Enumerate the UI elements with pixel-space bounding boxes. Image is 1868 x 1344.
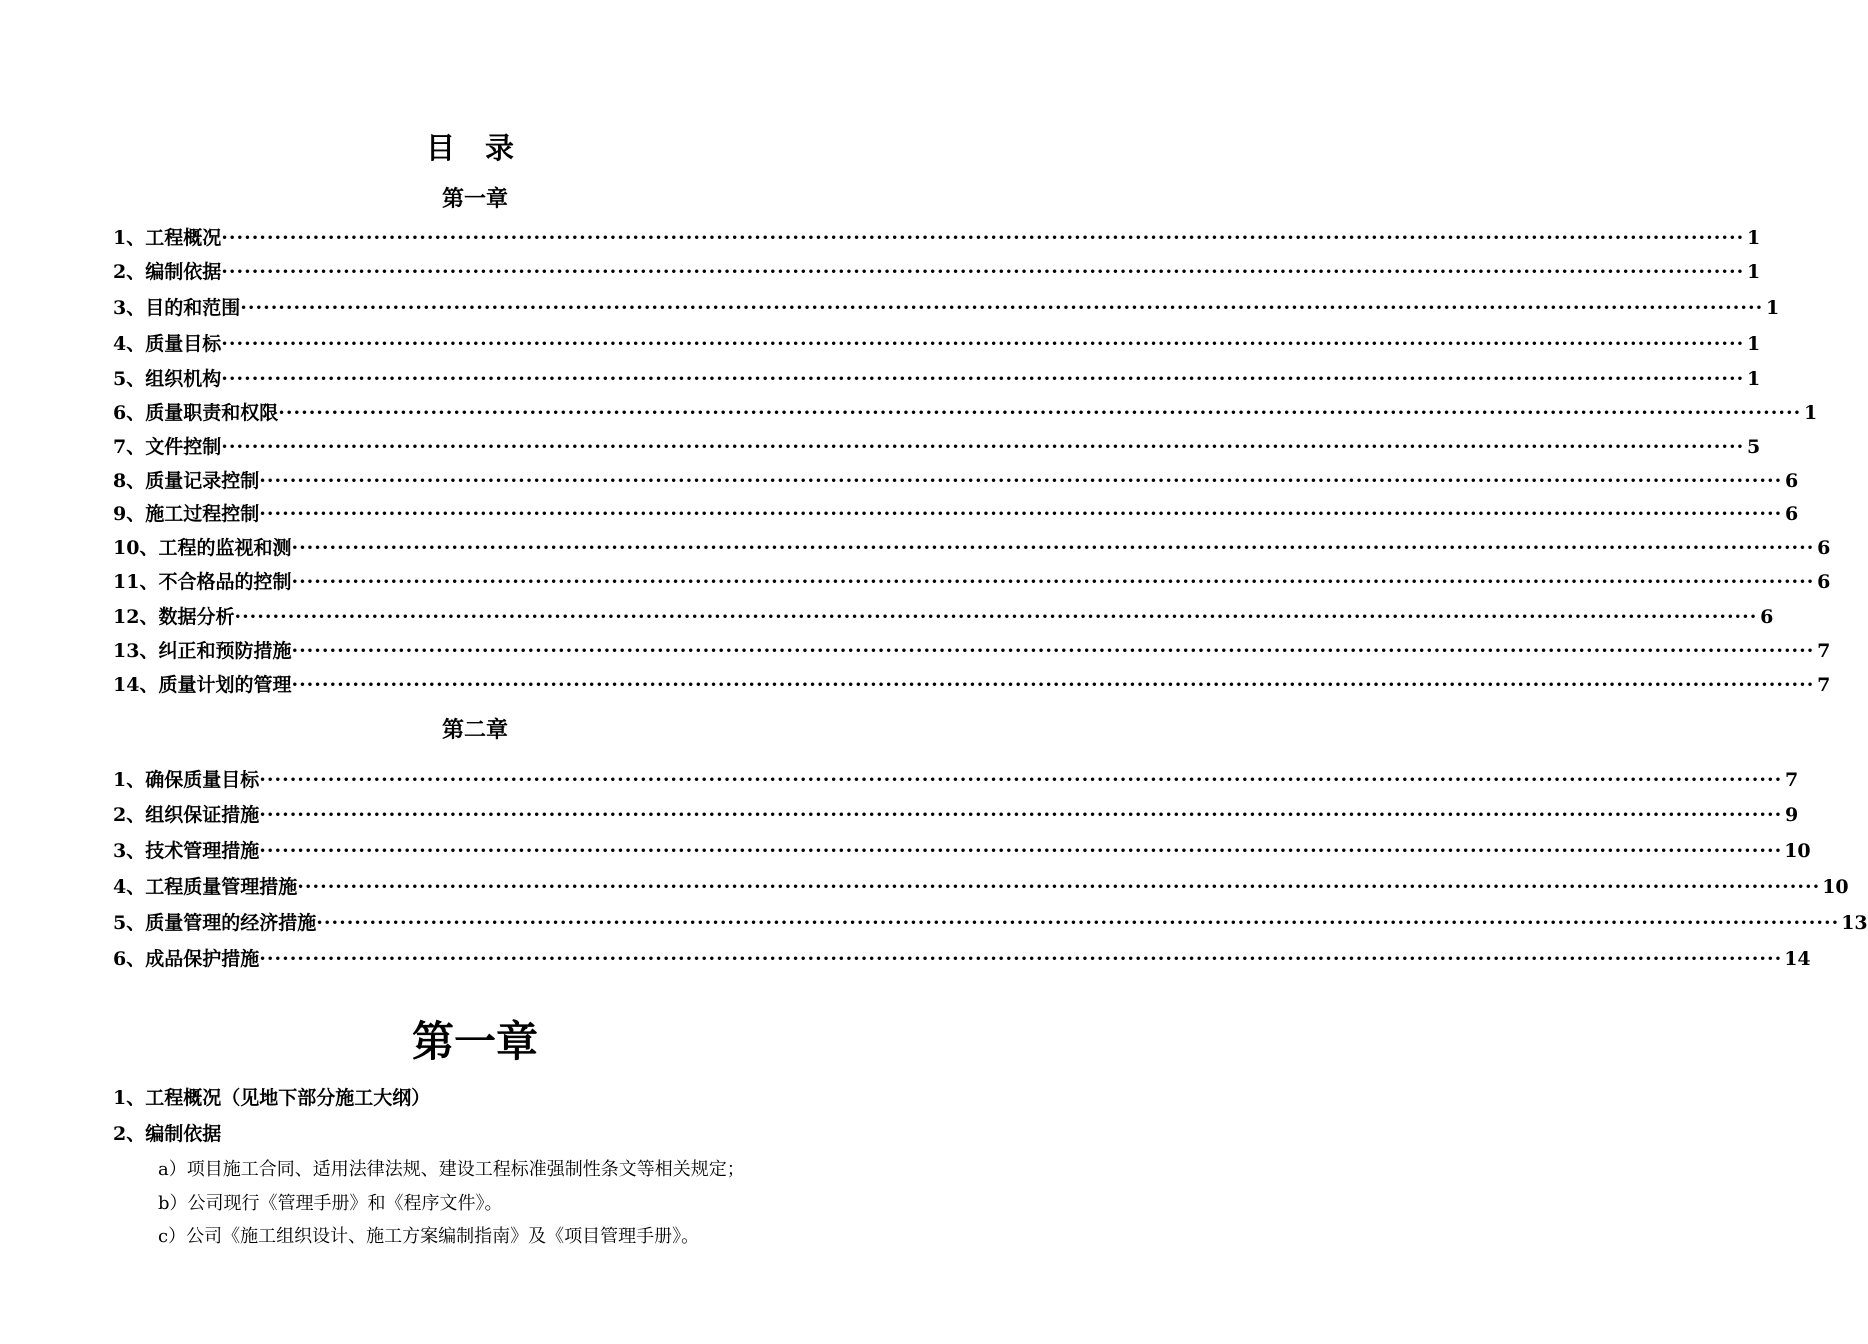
toc-entry-page: 1 [1746, 333, 1761, 355]
toc-leader-dots: ········································································································································································································ [259, 840, 1783, 862]
toc-entry-page: 7 [1784, 769, 1799, 791]
toc-leader-dots: ········································································································································································································ [259, 948, 1783, 970]
toc-entry[interactable] [113, 944, 1811, 980]
body-list-item: a）项目施工合同、适用法律法规、建设工程标准强制性条文等相关规定； [158, 1159, 745, 1180]
toc-entry[interactable] [113, 223, 1761, 257]
toc-entry-page: 6 [1784, 503, 1799, 525]
toc-entry[interactable] [113, 432, 1761, 466]
body-list-item: b）公司现行《管理手册》和《程序文件》。 [158, 1193, 503, 1214]
toc-entry[interactable] [113, 533, 1831, 567]
toc-entry[interactable] [113, 908, 1868, 944]
toc-entry-label: 13、纠正和预防措施 [113, 640, 292, 662]
toc-entry-label: 7、文件控制 [113, 436, 222, 458]
toc-entry-page: 9 [1784, 804, 1799, 826]
toc-entry[interactable] [113, 636, 1831, 670]
toc-leader-dots: ········································································································································································································ [221, 261, 1745, 283]
toc-entry-label: 2、编制依据 [113, 261, 222, 283]
toc-entry-label: 1、工程概况 [113, 227, 222, 249]
toc-entry-page: 14 [1784, 948, 1811, 970]
toc-entry-label: 6、质量职责和权限 [113, 402, 279, 424]
toc-chapter1-list [113, 223, 1831, 704]
toc-entry-label: 3、技术管理措施 [113, 840, 260, 862]
toc-entry-label: 8、质量记录控制 [113, 470, 260, 492]
toc-entry-page: 6 [1760, 606, 1774, 628]
toc-entry-label: 5、质量管理的经济措施 [113, 912, 317, 934]
toc-entry[interactable] [113, 836, 1811, 872]
toc-entry[interactable] [113, 567, 1831, 602]
toc-entry-page: 1 [1803, 402, 1818, 424]
toc-leader-dots: ········································································································································································································ [221, 436, 1745, 458]
body-section-1-heading: 1、工程概况（见地下部分施工大纲） [113, 1087, 431, 1109]
toc-leader-dots: ········································································································································································································ [259, 804, 1783, 826]
toc-entry-page: 1 [1746, 261, 1761, 283]
toc-leader-dots: ········································································································································································································ [316, 912, 1840, 934]
toc-leader-dots: ········································································································································································································ [291, 640, 1815, 662]
toc-entry-label: 12、数据分析 [113, 606, 235, 628]
toc-entry-page: 6 [1817, 537, 1831, 559]
toc-entry[interactable] [113, 670, 1831, 704]
toc-leader-dots: ········································································································································································································ [259, 769, 1783, 791]
toc-chapter2-heading: 第二章 [441, 717, 508, 743]
toc-entry-page: 5 [1746, 436, 1761, 458]
toc-leader-dots: ········································································································································································································ [221, 333, 1745, 355]
toc-entry-page: 1 [1746, 227, 1761, 249]
toc-entry-label: 10、工程的监视和测 [113, 537, 292, 559]
toc-leader-dots: ········································································································································································································ [259, 503, 1783, 525]
toc-leader-dots: ········································································································································································································ [240, 297, 1764, 319]
toc-entry[interactable] [113, 364, 1761, 398]
toc-entry-label: 1、确保质量目标 [113, 769, 260, 791]
toc-chapter1-heading: 第一章 [441, 186, 508, 212]
toc-entry[interactable] [113, 398, 1818, 432]
toc-entry-page: 7 [1817, 674, 1831, 696]
toc-leader-dots: ········································································································································································································ [291, 571, 1815, 593]
toc-entry-label: 3、目的和范围 [113, 297, 241, 319]
toc-leader-dots: ········································································································································································································ [291, 537, 1815, 559]
toc-leader-dots: ········································································································································································································ [221, 227, 1745, 249]
body-chapter-title: 第一章 [411, 1017, 538, 1066]
toc-entry[interactable] [113, 293, 1780, 329]
toc-chapter2-list [113, 765, 1868, 980]
toc-entry[interactable] [113, 499, 1799, 533]
toc-leader-dots: ········································································································································································································ [221, 368, 1745, 390]
toc-entry[interactable] [113, 602, 1774, 636]
toc-entry[interactable] [113, 257, 1761, 293]
toc-entry-label: 11、不合格品的控制 [113, 571, 292, 593]
toc-entry-label: 9、施工过程控制 [113, 503, 260, 525]
toc-entry-page: 10 [1822, 876, 1849, 898]
toc-entry-page: 13 [1841, 912, 1868, 934]
toc-entry-label: 4、工程质量管理措施 [113, 876, 298, 898]
toc-entry[interactable] [113, 800, 1799, 836]
toc-leader-dots: ········································································································································································································ [259, 470, 1783, 492]
toc-title: 目 录 [425, 131, 525, 165]
toc-entry[interactable] [113, 466, 1799, 499]
toc-entry[interactable] [113, 765, 1799, 800]
toc-entry-label: 6、成品保护措施 [113, 948, 260, 970]
toc-entry-page: 1 [1765, 297, 1780, 319]
toc-entry-page: 6 [1784, 470, 1799, 492]
toc-entry-page: 1 [1746, 368, 1761, 390]
toc-entry-label: 5、组织机构 [113, 368, 222, 390]
toc-entry-label: 4、质量目标 [113, 333, 222, 355]
toc-leader-dots: ········································································································································································································ [297, 876, 1821, 898]
toc-leader-dots: ········································································································································································································ [278, 402, 1802, 424]
toc-leader-dots: ········································································································································································································ [234, 606, 1758, 628]
body-section-2-heading: 2、编制依据 [113, 1123, 222, 1145]
body-list-item: c）公司《施工组织设计、施工方案编制指南》及《项目管理手册》。 [158, 1226, 700, 1247]
toc-entry-label: 2、组织保证措施 [113, 804, 260, 826]
toc-entry-label: 14、质量计划的管理 [113, 674, 292, 696]
toc-entry-page: 7 [1817, 640, 1831, 662]
toc-entry[interactable] [113, 872, 1849, 908]
toc-leader-dots: ········································································································································································································ [291, 674, 1815, 696]
toc-entry-page: 10 [1784, 840, 1811, 862]
toc-entry[interactable] [113, 329, 1761, 364]
toc-entry-page: 6 [1817, 571, 1831, 593]
